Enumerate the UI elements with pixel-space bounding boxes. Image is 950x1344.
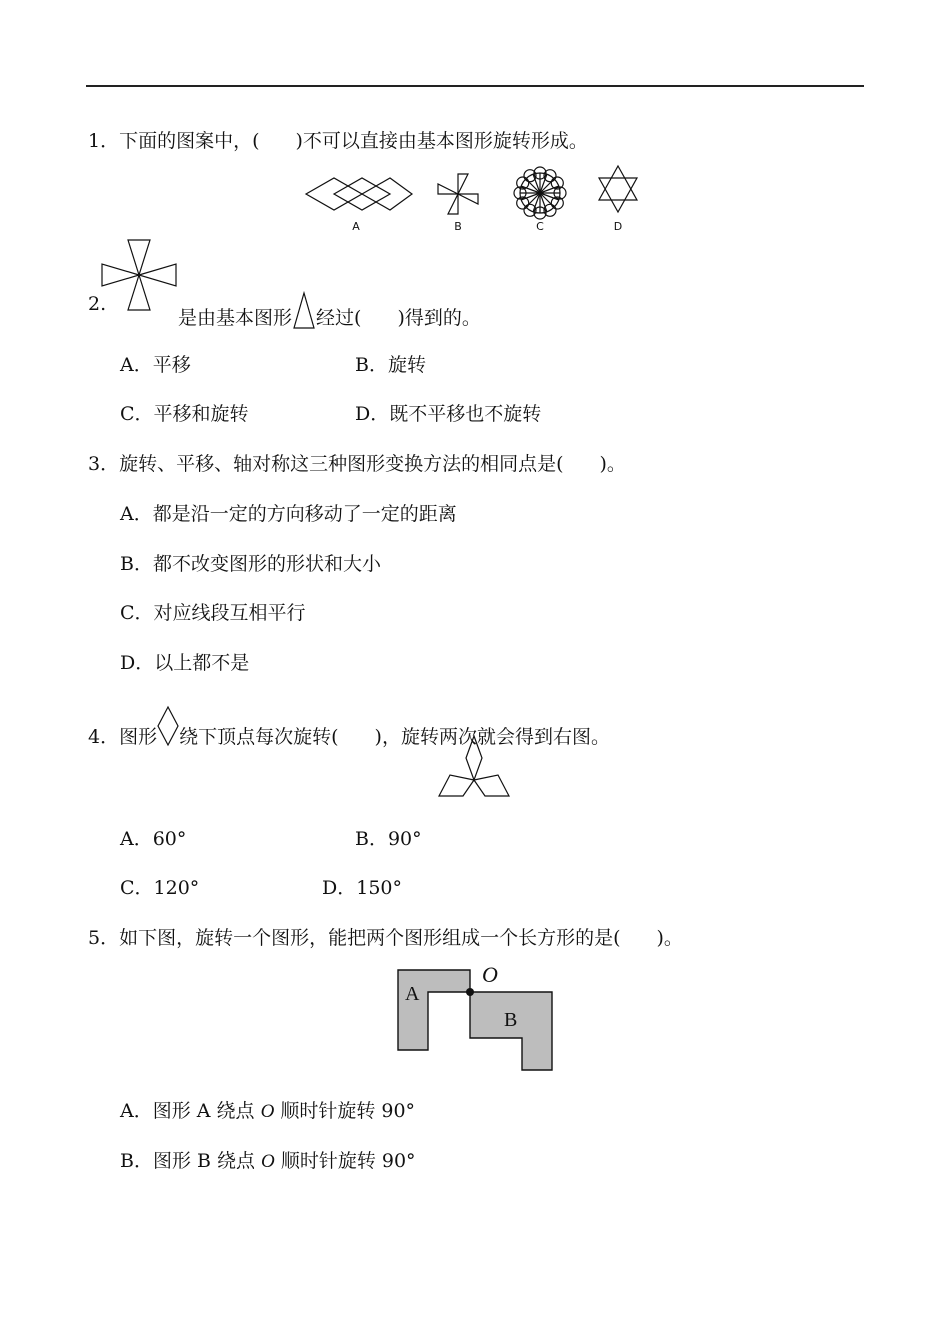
point-o-dot [466, 988, 474, 996]
option-b-prefix: B．图形 B 绕点 [120, 1150, 262, 1172]
question-4-option-d[interactable]: D．150° [322, 877, 402, 899]
question-3-text-end: )。 [599, 453, 626, 475]
figure-b-pinwheel [438, 174, 478, 214]
question-4-option-b[interactable]: B．90° [355, 828, 422, 850]
question-4-text-a: 图形 [119, 726, 158, 748]
question-4-option-a[interactable]: A．60° [120, 828, 187, 850]
rhombus-base-figure [157, 707, 179, 747]
triangle-base-figure [292, 292, 316, 330]
question-4-option-c[interactable]: C．120° [120, 877, 200, 899]
option-a-suffix: 顺时针旋转 90° [274, 1100, 416, 1122]
question-5-text: 如下图，旋转一个图形，能把两个图形组成一个长方形的是( [119, 927, 621, 949]
question-2-text-a: 是由基本图形 [178, 307, 293, 329]
shape-b-label: B [504, 1009, 518, 1031]
shape-a-label: A [405, 983, 420, 1005]
question-2-text-b: 经过( [316, 307, 362, 329]
point-o-label: O [482, 962, 498, 987]
shape-b [470, 992, 552, 1070]
question-3-option-d[interactable]: D．以上都不是 [120, 652, 250, 674]
question-2-pinwheel-figure [100, 238, 180, 314]
question-3-text: 旋转、平移、轴对称这三种图形变换方法的相同点是( [119, 453, 564, 475]
figure-a-rhombi [306, 178, 412, 210]
question-5-text-end: )。 [656, 927, 683, 949]
question-3 [88, 452, 626, 476]
question-3-option-c[interactable]: C．对应线段互相平行 [120, 602, 306, 624]
question-2-text-c: )得到的。 [397, 307, 481, 329]
question-1 [88, 129, 588, 153]
question-1-number: 1． [88, 130, 120, 152]
option-a-point: O [260, 1101, 275, 1122]
figure-label-c: C [536, 220, 544, 233]
question-1-text-before: 下面的图案中，( [119, 130, 260, 152]
option-a-prefix: A．图形 A 绕点 [120, 1100, 261, 1122]
figure-label-d: D [613, 220, 623, 233]
question-2-option-d[interactable]: D．既不平移也不旋转 [355, 403, 542, 425]
option-b-point: O [261, 1151, 275, 1172]
question-4 [88, 707, 610, 749]
figure-d-star [599, 166, 637, 212]
question-2-option-c[interactable]: C．平移和旋转 [120, 403, 249, 425]
question-3-number: 3． [88, 453, 120, 475]
question-1-text-after: )不可以直接由基本图形旋转形成。 [295, 130, 588, 152]
figure-label-a: A [352, 220, 360, 233]
question-5 [88, 926, 683, 950]
question-4-text-c: )，旋转两次就会得到右图。 [374, 726, 610, 748]
question-2-number: 2. [88, 293, 107, 315]
option-b-suffix: 顺时针旋转 90° [274, 1150, 416, 1172]
question-4-text-b: 绕下顶点每次旋转( [179, 726, 339, 748]
question-5-number: 5． [88, 927, 120, 949]
question-4-number: 4． [88, 726, 120, 748]
question-3-option-a[interactable]: A．都是沿一定的方向移动了一定的距离 [120, 503, 457, 525]
question-2 [178, 292, 481, 330]
question-2-option-a[interactable]: A．平移 [120, 354, 191, 376]
question-2-option-b[interactable]: B．旋转 [355, 354, 426, 376]
question-5-option-b[interactable] [120, 1149, 416, 1174]
figure-c-flower [514, 167, 566, 219]
figure-label-b: B [454, 220, 462, 233]
question-5-option-a[interactable] [120, 1099, 415, 1124]
shape-a [398, 970, 470, 1050]
question-3-option-b[interactable]: B．都不改变图形的形状和大小 [120, 553, 381, 575]
question-1-figures [300, 160, 650, 240]
question-4-rotation-figure [436, 736, 512, 800]
header-rule [86, 85, 864, 87]
question-5-shapes-figure [390, 960, 560, 1072]
